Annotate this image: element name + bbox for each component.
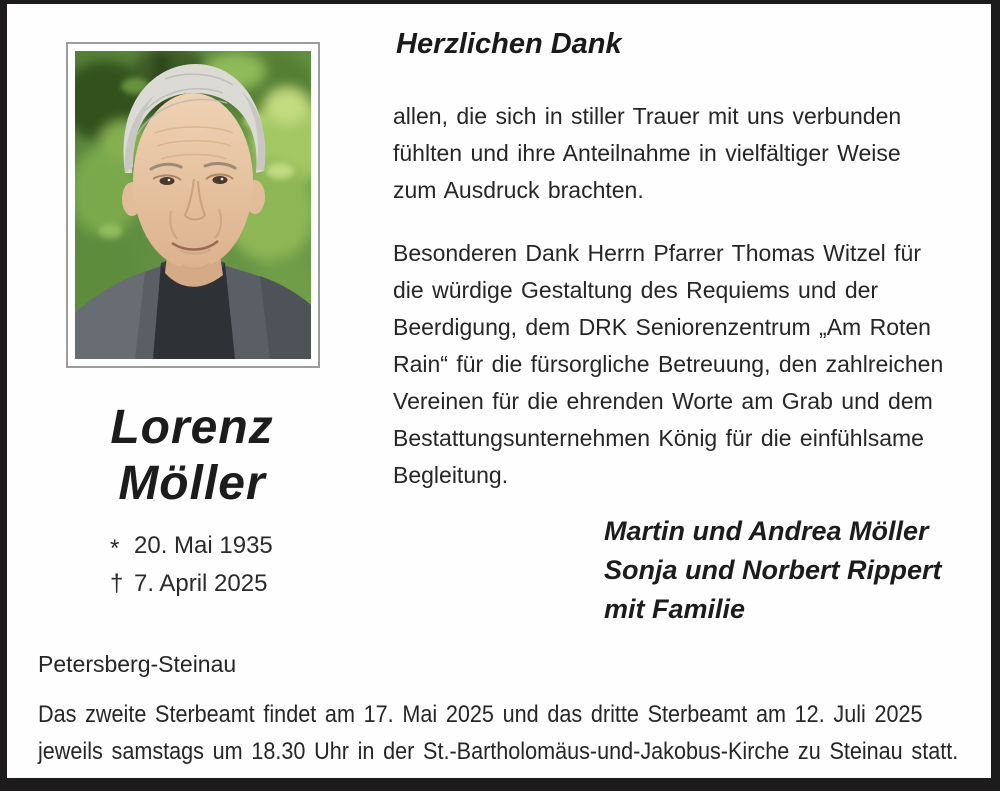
signature-block (604, 512, 942, 629)
text-line: allen, die sich in stiller Trauer mit uns verbunden (393, 103, 902, 129)
announcement-line: jeweils samstags um 18.30 Uhr in der St.-Bartholomäus-und-Jakobus-Kirche zu Steinau statt. (38, 738, 959, 765)
death-date: 7. April 2025 (134, 570, 268, 597)
death-date-line (110, 565, 273, 603)
text-line: fühlten und ihre Anteilnahme in vielfältiger Weise (393, 140, 901, 166)
text-line: Vereinen für die ehrenden Worte am Grab und dem (393, 388, 933, 414)
location-line: Petersberg-Steinau (38, 651, 237, 677)
thanks-paragraph-2 (393, 235, 943, 494)
birth-star-symbol: * (110, 535, 120, 562)
signature-line: Sonja und Norbert Rippert (604, 555, 942, 585)
portrait-illustration (75, 51, 311, 359)
deceased-name (40, 400, 344, 512)
text-line: Begleitung. (393, 462, 509, 488)
portrait-photo (66, 42, 320, 368)
deceased-last-name: Möller (118, 457, 266, 510)
text-line: zum Ausdruck brachten. (393, 177, 644, 203)
signature-line: mit Familie (604, 594, 746, 624)
signature-line: Martin und Andrea Möller (604, 516, 929, 546)
text-line: die würdige Gestaltung des Requiems und der (393, 277, 879, 303)
announcement-line: Das zweite Sterbeamt findet am 17. Mai 2025 und das dritte Sterbeamt am 12. Juli 2025 (38, 701, 923, 728)
notice-title: Herzlichen Dank (396, 28, 622, 60)
birth-date-line (110, 527, 273, 565)
text-line: Bestattungsunternehmen König für die einfühlsame (393, 425, 924, 451)
text-line: Besonderen Dank Herrn Pfarrer Thomas Witzel für (393, 240, 921, 266)
deceased-first-name: Lorenz (110, 401, 274, 454)
text-line: Beerdigung, dem DRK Seniorenzentrum „Am Roten (393, 314, 931, 340)
service-announcement (38, 696, 1000, 770)
thanks-paragraph-1 (393, 98, 901, 209)
text-line: Rain“ für die fürsorgliche Betreuung, den zahlreichen (393, 351, 944, 377)
life-dates (110, 527, 273, 603)
death-cross-symbol: † (110, 570, 124, 597)
birth-date: 20. Mai 1935 (134, 532, 273, 559)
